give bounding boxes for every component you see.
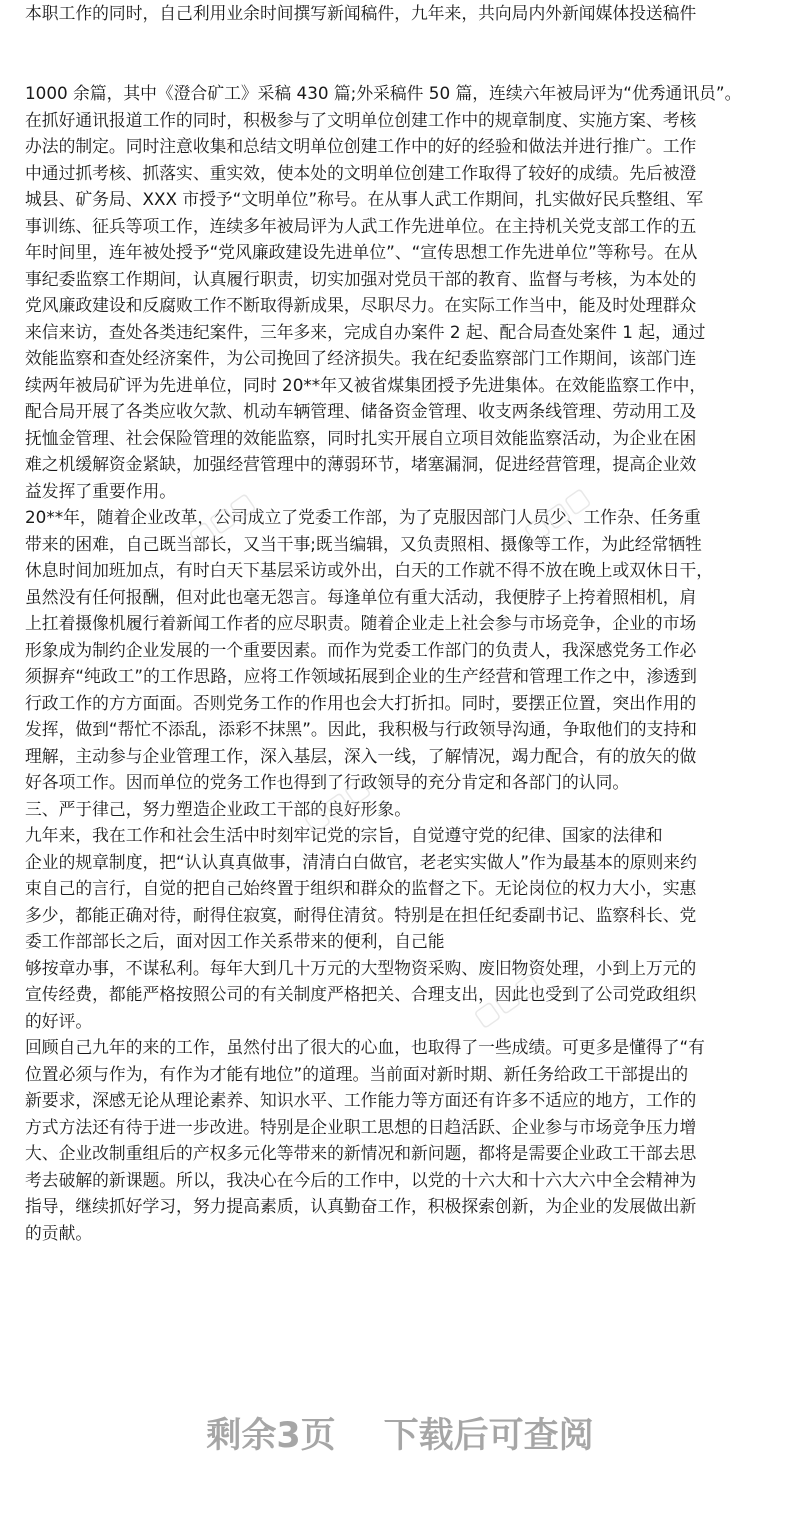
watermark-icon: ▢▢▢ (518, 481, 596, 549)
document-top-line: 本职工作的同时，自己利用业余时间撰写新闻稿件，九年来，共向局内外新闻媒体投送稿件 (25, 3, 697, 23)
document-body-text: 1000 余篇，其中《澄合矿工》采稿 430 篇;外采稿件 50 篇，连续六年被局评为“优秀通讯员”。 在抓好通讯报道工作的同时，积极参与了文明单位创建工作中的规章制度、实施方案、考核 办法的制定。同时注意收集和总结文明单位创建工作中的好的经验和做法并进行推广。工作 中通过抓考核、抓落实、重实效，使本处的文明单位创建工作取得了较好的成绩。先后被澄 城县、矿务局、XXX 市授予“文明单位”称号。在从事人武工作期间，扎实做好民兵整组、军 事训练、征兵等项工作，连续多年被局评为人武工作先进单位。在主持机关党支部工作的五 年时间里，连年被处授予“党风廉政建设先进单位”、“宣传思想工作先进单位”等称号。在从 事纪委监察工作期间，认真履行职责，切实加强对党员干部的教育、监督与考核，为本处的 党风廉政建设和反腐败工作不断取得新成果，尽职尽力。在实际工作当中，能及时处理群众 来信来访，查处各类违纪案件，三年多来，完成自办案件 2 起、配合局查处案件 1 起，通过 效能监察和查处经济案件，为公司挽回了经济损失。我在纪委监察部门工作期间，该部门连 续两年被局矿评为先进单位，同时 20**年又被省煤集团授予先进集体。在效能监察工作中， 配合局开展了各类应收欠款、机动车辆管理、储备资金管理、收支两条线管理、劳动用工及 抚恤金管理、社会保险管理的效能监察，同时扎实开展自立项目效能监察活动，为企业在困 难之机缓解资金紧缺，加强经营管理中的薄弱环节，堵塞漏洞，促进经营管理，提高企业效 益发挥了重要作用。 20**年，随着企业改革，公司成立了党委工作部，为了克服因部门人员少、工作杂、任务重 带来的困难，自己既当部长，又当干事;既当编辑，又负责照相、摄像等工作，为此经常牺牲 休息时间加班加点，有时白天下基层采访或外出，白天的工作就不得不放在晚上或双休日干， 虽然没有任何报酬，但对此也毫无怨言。每逢单位有重大活动，我便脖子上挎着照相机，肩 上扛着摄像机履行着新闻工作者的应尽职责。随着企业走上社会参与市场竞争，企业的市场 形象成为制约企业发展的一个重要因素。而作为党委工作部门的负责人，我深感党务工作必 须摒弃“纯政工”的工作思路，应将工作领域拓展到企业的生产经营和管理工作之中，渗透到 行政工作的方方面面。否则党务工作的作用也会大打折扣。同时，要摆正位置，突出作用的 发挥，做到“帮忙不添乱，添彩不抹黑”。因此，我积极与行政领导沟通，争取他们的支持和 理解，主动参与企业管理工作，深入基层，深入一线，了解情况，竭力配合，有的放矢的做 好各项工作。因而单位的党务工作也得到了行政领导的充分肯定和各部门的认同。 三、严于律己，努力塑造企业政工干部的良好形象。 九年来，我在工作和社会生活中时刻牢记党的宗旨，自觉遵守党的纪律、国家的法律和 企业的规章制度，把“认认真真做事，清清白白做官，老老实实做人”作为最基本的原则来约 束自己的言行，自觉的把自己始终置于组织和群众的监督之下。无论岗位的权力大小，实惠 多少，都能正确对待，耐得住寂寞，耐得住清贫。特别是在担任纪委副书记、监察科长、党 委工作部部长之后，面对因工作关系带来的便利，自己能 够按章办事，不谋私利。每年大到几十万元的大型物资采购、废旧物资处理，小到上万元的 宣传经费，都能严格按照公司的有关制度严格把关、合理支出，因此也受到了公司党政组织 的好评。 回顾自己九年的来的工作，虽然付出了很大的心血，也取得了一些成绩。可更多是懂得了“有 位置必须与作为，有作为才能有地位”的道理。当前面对新时期、新任务给政工干部提出的 新要求，深感无论从理论素养、知识水平、工作能力等方面还有许多不适应的地方，工作的 方式方法还有待于进一步改进。特别是企业职工思想的日趋活跃、企业参与市场竞争压力增 大、企业改制重组后的产权多元化等带来的新情况和新问题，都将是需要企业政工干部去思 考去破解的新课题。所以，我决心在今后的工作中，以党的十六大和十六大六中全会精神为 指导，继续抓好学习，努力提高素质，认真勤奋工作，积极探索创新，为企业的发展做出新 的贡献。 (25, 83, 742, 1243)
watermark-icon: ▢▢▢ (183, 486, 261, 554)
download-prompt-banner[interactable] (0, 1408, 800, 1458)
download-to-view-label: 下载后可查阅 (383, 1416, 594, 1456)
watermark-icon: ▢▢▢ (298, 771, 376, 839)
watermark-icon: ▢▢▢ (468, 966, 546, 1034)
remaining-pages-label: 剩余3页 (206, 1416, 336, 1456)
